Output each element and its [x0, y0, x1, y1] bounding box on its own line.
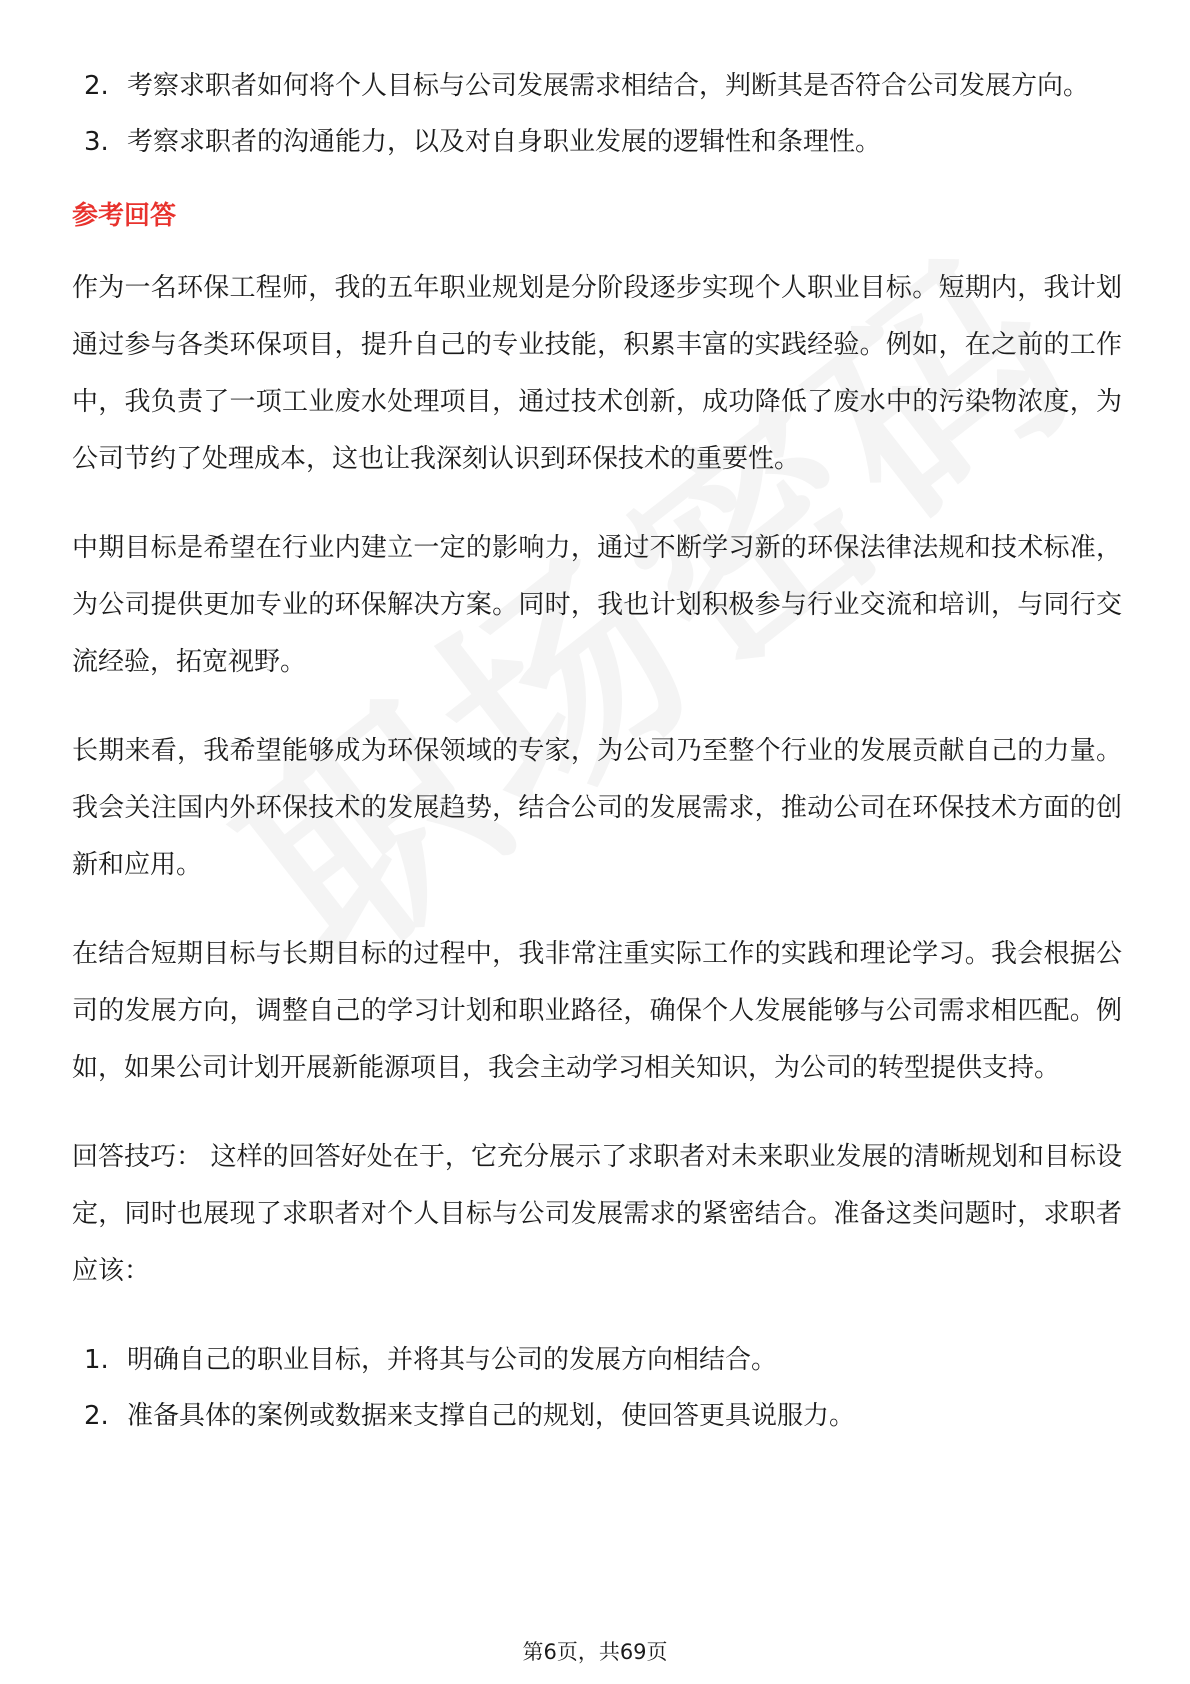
answer-paragraph: 中期目标是希望在行业内建立一定的影响力，通过不断学习新的环保法律法规和技术标准，为公司提供更加专业的环保解决方案。同时，我也计划积极参与行业交流和培训，与同行交流经验，拓宽视野。	[72, 533, 1122, 677]
list-item	[72, 114, 1122, 170]
answer-paragraph: 在结合短期目标与长期目标的过程中，我非常注重实际工作的实践和理论学习。我会根据公司的发展方向，调整自己的学习计划和职业路径，确保个人发展能够与公司需求相匹配。例如，如果公司计划开展新能源项目，我会主动学习相关知识，为公司的转型提供支持。	[72, 939, 1122, 1083]
list-number: 3.	[84, 127, 109, 157]
document-body	[72, 58, 1122, 1444]
list-item	[72, 1332, 1122, 1388]
list-item	[72, 1388, 1122, 1444]
evaluation-points-list	[72, 58, 1122, 170]
answer-paragraph: 作为一名环保工程师，我的五年职业规划是分阶段逐步实现个人职业目标。短期内，我计划通过参与各类环保项目，提升自己的专业技能，积累丰富的实践经验。例如，在之前的工作中，我负责了一项工业废水处理项目，通过技术创新，成功降低了废水中的污染物浓度，为公司节约了处理成本，这也让我深刻认识到环保技术的重要性。	[72, 273, 1122, 474]
section-heading: 参考回答	[72, 201, 177, 231]
page-number: 第6页，共69页	[522, 1640, 668, 1664]
tips-paragraph: 回答技巧： 这样的回答好处在于，它充分展示了求职者对未来职业发展的清晰规划和目标设定，同时也展现了求职者对个人目标与公司发展需求的紧密结合。准备这类问题时，求职者应该：	[72, 1142, 1122, 1286]
list-number: 2.	[84, 71, 109, 101]
list-number: 1.	[84, 1345, 109, 1375]
answer-paragraph: 长期来看，我希望能够成为环保领域的专家，为公司乃至整个行业的发展贡献自己的力量。我会关注国内外环保技术的发展趋势，结合公司的发展需求，推动公司在环保技术方面的创新和应用。	[72, 736, 1122, 880]
tips-list	[72, 1332, 1122, 1444]
list-number: 2.	[84, 1401, 109, 1431]
list-text: 明确自己的职业目标，并将其与公司的发展方向相结合。	[127, 1345, 778, 1375]
list-text: 考察求职者的沟通能力，以及对自身职业发展的逻辑性和条理性。	[127, 127, 882, 157]
list-text: 考察求职者如何将个人目标与公司发展需求相结合，判断其是否符合公司发展方向。	[127, 71, 1090, 101]
list-item	[72, 58, 1122, 114]
list-text: 准备具体的案例或数据来支撑自己的规划，使回答更具说服力。	[127, 1401, 856, 1431]
